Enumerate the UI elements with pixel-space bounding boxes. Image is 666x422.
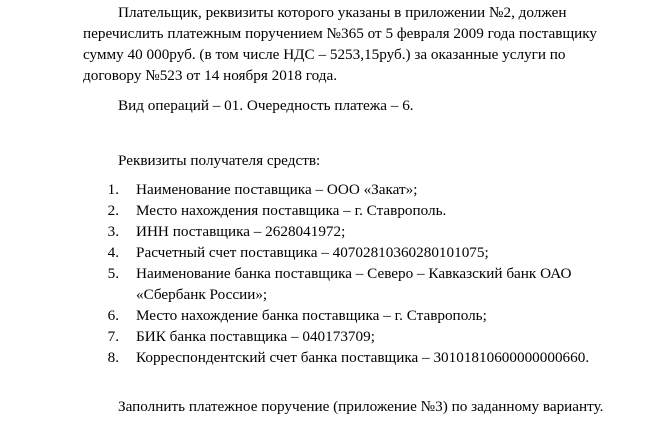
operation-line: Вид операций – 01. Очередность платежа – 6. bbox=[118, 97, 414, 114]
list-item-text: Корреспондентский счет банка поставщика – 30101810600000000660. bbox=[136, 349, 590, 366]
task-paragraph-line-3: сумму 40 000руб. (в том числе НДС – 5253,15руб.) за оказанные услуги по bbox=[83, 46, 566, 63]
list-item-text: Наименование поставщика – ООО «Закат»; bbox=[136, 181, 418, 198]
list-item-number: 5. bbox=[107, 265, 119, 282]
instruction-line: Заполнить платежное поручение (приложение №3) по заданному варианту. bbox=[118, 398, 604, 415]
list-item-number: 6. bbox=[107, 307, 119, 324]
list-item-number: 8. bbox=[107, 349, 119, 366]
list-item-text: Расчетный счет поставщика – 40702810360280101075; bbox=[136, 244, 489, 261]
list-item-number: 4. bbox=[107, 244, 119, 261]
task-paragraph-line-2: перечислить платежным поручением №365 от 5 февраля 2009 года поставщику bbox=[83, 25, 598, 42]
task-paragraph-line-4: договору №523 от 14 ноября 2018 года. bbox=[83, 67, 338, 84]
list-item-text: Место нахождения поставщика – г. Ставрополь. bbox=[136, 202, 447, 219]
list-item-number: 7. bbox=[107, 328, 119, 345]
list-item-text: ИНН поставщика – 2628041972; bbox=[136, 223, 346, 240]
task-paragraph-line-1: Плательщик, реквизиты которого указаны в приложении №2, должен bbox=[118, 4, 567, 21]
list-item-number: 1. bbox=[107, 181, 119, 198]
requisites-heading: Реквизиты получателя средств: bbox=[118, 152, 321, 169]
list-item-number: 3. bbox=[107, 223, 119, 240]
list-item-text: Наименование банка поставщика – Северо – Кавказский банк ОАО bbox=[136, 265, 572, 282]
list-item-continuation: «Сбербанк России»; bbox=[136, 286, 268, 303]
list-item-text: Место нахождение банка поставщика – г. Ставрополь; bbox=[136, 307, 487, 324]
list-item-number: 2. bbox=[107, 202, 119, 219]
list-item-text: БИК банка поставщика – 040173709; bbox=[136, 328, 375, 345]
